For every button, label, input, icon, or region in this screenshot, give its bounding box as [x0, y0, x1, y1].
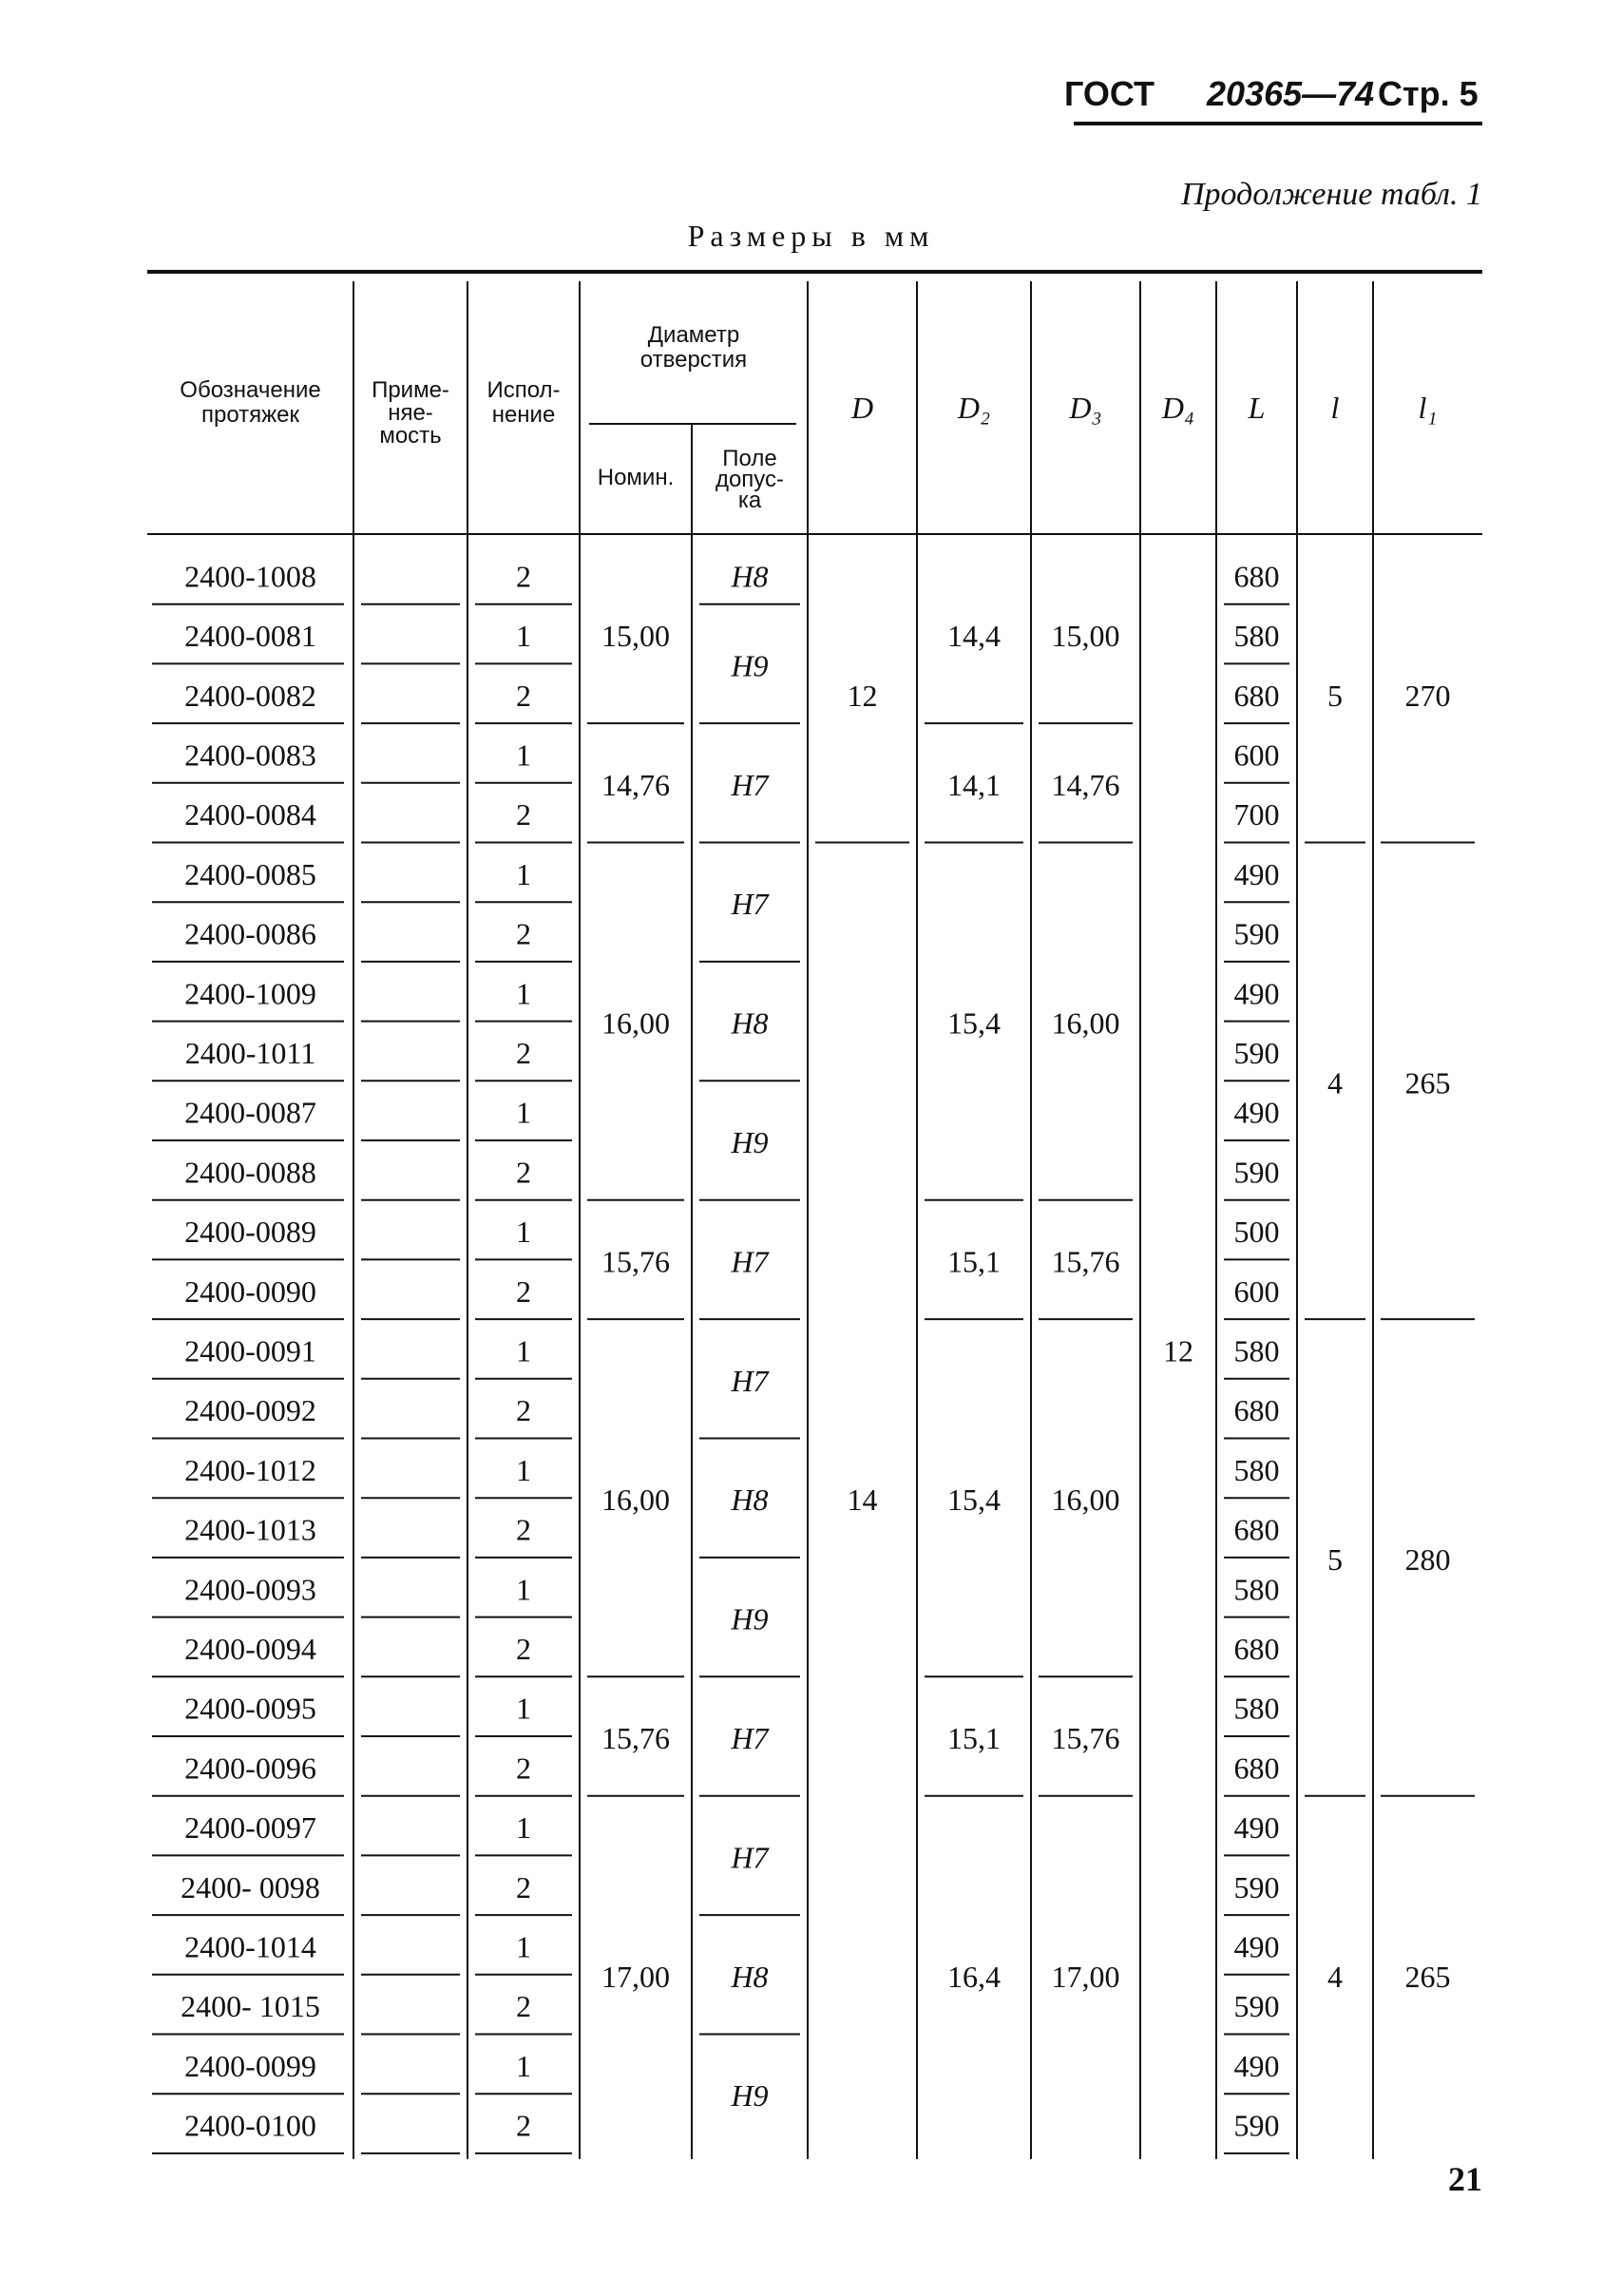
- execution-cell: 2: [516, 1273, 531, 1309]
- designation-cell: 2400-0086: [184, 916, 316, 951]
- execution-cell: 1: [516, 1333, 531, 1368]
- length-cell: 680: [1233, 1751, 1280, 1786]
- nominal-cell: 15,00: [601, 619, 670, 654]
- execution-cell: 2: [516, 1869, 531, 1904]
- tolerance-cell: H7: [731, 1840, 769, 1875]
- length-cell: 590: [1233, 1869, 1280, 1904]
- length-cell: 590: [1233, 1989, 1280, 2024]
- tolerance-cell: H7: [731, 887, 769, 922]
- tolerance-cell: H9: [731, 648, 769, 683]
- header-d2: D₂: [957, 391, 991, 425]
- length-cell: 600: [1233, 737, 1280, 773]
- tolerance-cell: H8: [731, 559, 769, 594]
- header-d3: D₃: [1069, 391, 1102, 425]
- length-cell: 500: [1233, 1215, 1280, 1250]
- nominal-cell: 15,76: [601, 1721, 670, 1755]
- d3-cell: 15,76: [1051, 1244, 1120, 1279]
- execution-cell: 1: [516, 1572, 531, 1607]
- d2-cell: 15,1: [947, 1721, 1001, 1755]
- gost-label: ГОСТ: [1064, 74, 1155, 113]
- l1-cell: 265: [1404, 1065, 1451, 1100]
- designation-cell: 2400- 1015: [181, 1989, 320, 2024]
- tolerance-cell: H7: [731, 1721, 769, 1755]
- l-cell: 5: [1327, 678, 1343, 713]
- designation-cell: 2400-0085: [184, 856, 316, 891]
- designation-cell: 2400-0089: [184, 1215, 316, 1250]
- designation-cell: 2400-0097: [184, 1810, 316, 1846]
- length-cell: 490: [1233, 976, 1280, 1011]
- length-cell: 490: [1233, 1929, 1280, 1964]
- d2-cell: 14,4: [947, 619, 1001, 654]
- tolerance-cell: H9: [731, 1125, 769, 1159]
- header-l: l: [1330, 391, 1340, 425]
- header-designation: Обозначение: [180, 377, 321, 403]
- designation-cell: 2400-0094: [184, 1631, 316, 1666]
- execution-cell: 2: [516, 1751, 531, 1786]
- execution-cell: 1: [516, 856, 531, 891]
- l-cell: 4: [1327, 1959, 1343, 1994]
- tolerance-cell: H8: [731, 1005, 769, 1041]
- nominal-cell: 14,76: [601, 767, 670, 802]
- designation-cell: 2400-0081: [184, 619, 316, 654]
- designation-cell: 2400-0091: [184, 1333, 316, 1368]
- length-cell: 700: [1233, 797, 1280, 832]
- designation-cell: 2400-1008: [184, 559, 316, 594]
- d3-cell: 17,00: [1051, 1959, 1120, 1994]
- d-cell: 12: [847, 678, 878, 713]
- nominal-cell: 16,00: [601, 1005, 670, 1041]
- length-cell: 490: [1233, 2048, 1280, 2083]
- l1-cell: 280: [1404, 1541, 1451, 1577]
- nominal-cell: 17,00: [601, 1959, 670, 1994]
- length-cell: 590: [1233, 2108, 1280, 2143]
- header-hole-diameter: отверстия: [639, 347, 748, 373]
- length-cell: 580: [1233, 1452, 1280, 1487]
- execution-cell: 2: [516, 2108, 531, 2143]
- length-cell: 580: [1233, 1572, 1280, 1607]
- header-l1: l₁: [1418, 391, 1438, 425]
- d2-cell: 14,1: [947, 767, 1001, 802]
- length-cell: 600: [1233, 1273, 1280, 1309]
- nominal-cell: 15,76: [601, 1244, 670, 1279]
- d2-cell: 15,4: [947, 1005, 1001, 1041]
- header-nominal: Номин.: [597, 465, 675, 490]
- execution-cell: 1: [516, 619, 531, 654]
- header-tolerance: Поле: [722, 446, 777, 471]
- designation-cell: 2400-0087: [184, 1095, 316, 1130]
- d3-cell: 15,76: [1051, 1721, 1120, 1755]
- d3-cell: 16,00: [1051, 1005, 1120, 1041]
- length-cell: 590: [1233, 916, 1280, 951]
- d3-cell: 15,00: [1051, 619, 1120, 654]
- header-applicability: Приме-: [372, 377, 449, 403]
- header-designation: протяжек: [200, 402, 300, 428]
- header-tolerance: ка: [737, 488, 762, 513]
- designation-cell: 2400-0092: [184, 1393, 316, 1428]
- execution-cell: 1: [516, 1095, 531, 1130]
- execution-cell: 1: [516, 1691, 531, 1726]
- d-cell: 14: [847, 1483, 878, 1518]
- length-cell: 680: [1233, 1393, 1280, 1428]
- header-d4: D₄: [1161, 391, 1195, 425]
- designation-cell: 2400-0095: [184, 1691, 316, 1726]
- designation-cell: 2400-0093: [184, 1572, 316, 1607]
- header-l: L: [1248, 391, 1266, 425]
- execution-cell: 2: [516, 916, 531, 951]
- designation-cell: 2400-0088: [184, 1155, 316, 1190]
- tolerance-cell: H9: [731, 2078, 769, 2114]
- d3-cell: 14,76: [1051, 767, 1120, 802]
- execution-cell: 1: [516, 737, 531, 773]
- length-cell: 680: [1233, 1512, 1280, 1547]
- execution-cell: 2: [516, 1631, 531, 1666]
- d2-cell: 15,4: [947, 1483, 1001, 1518]
- length-cell: 590: [1233, 1035, 1280, 1070]
- tolerance-cell: H8: [731, 1483, 769, 1518]
- execution-cell: 1: [516, 1452, 531, 1487]
- tolerance-cell: H9: [731, 1601, 769, 1636]
- header-applicability: няе-: [388, 400, 433, 426]
- designation-cell: 2400-0082: [184, 678, 316, 713]
- designation-cell: 2400-0084: [184, 797, 316, 832]
- designation-cell: 2400-1009: [184, 976, 316, 1011]
- execution-cell: 1: [516, 1810, 531, 1846]
- table-continuation-note: Продолжение табл. 1: [1180, 177, 1482, 212]
- execution-cell: 2: [516, 1035, 531, 1070]
- execution-cell: 2: [516, 1155, 531, 1190]
- length-cell: 490: [1233, 856, 1280, 891]
- d4-cell: 12: [1163, 1333, 1193, 1368]
- d2-cell: 16,4: [947, 1959, 1001, 1994]
- l-cell: 5: [1327, 1541, 1343, 1577]
- length-cell: 580: [1233, 1691, 1280, 1726]
- designation-cell: 2400-0099: [184, 2048, 316, 2083]
- designation-cell: 2400-1014: [184, 1929, 316, 1964]
- page-number: 21: [1448, 2160, 1482, 2198]
- execution-cell: 2: [516, 559, 531, 594]
- header-tolerance: допус-: [715, 467, 785, 492]
- tolerance-cell: H7: [731, 1363, 769, 1398]
- execution-cell: 2: [516, 797, 531, 832]
- execution-cell: 1: [516, 1215, 531, 1250]
- page-label: Стр. 5: [1378, 74, 1479, 113]
- length-cell: 680: [1233, 559, 1280, 594]
- execution-cell: 1: [516, 976, 531, 1011]
- l1-cell: 270: [1404, 678, 1451, 713]
- header-execution: нение: [491, 402, 556, 428]
- designation-cell: 2400-1013: [184, 1512, 316, 1547]
- execution-cell: 2: [516, 1989, 531, 2024]
- length-cell: 590: [1233, 1155, 1280, 1190]
- tolerance-cell: H7: [731, 767, 769, 802]
- execution-cell: 2: [516, 1512, 531, 1547]
- length-cell: 490: [1233, 1810, 1280, 1846]
- designation-cell: 2400-1011: [184, 1035, 316, 1070]
- standard-number: 20365—74: [1207, 74, 1375, 113]
- l1-cell: 265: [1404, 1959, 1451, 1994]
- length-cell: 680: [1233, 678, 1280, 713]
- length-cell: 680: [1233, 1631, 1280, 1666]
- nominal-cell: 16,00: [601, 1483, 670, 1518]
- designation-cell: 2400-1012: [184, 1452, 316, 1487]
- l-cell: 4: [1327, 1065, 1343, 1100]
- length-cell: 580: [1233, 619, 1280, 654]
- designation-cell: 2400-0083: [184, 737, 316, 773]
- length-cell: 580: [1233, 1333, 1280, 1368]
- units-note: Размеры в мм: [687, 219, 935, 253]
- d2-cell: 15,1: [947, 1244, 1001, 1279]
- header-applicability: мость: [379, 423, 442, 449]
- execution-cell: 2: [516, 678, 531, 713]
- tolerance-cell: H7: [731, 1244, 769, 1279]
- designation-cell: 2400-0090: [184, 1273, 316, 1309]
- header-d: D: [850, 391, 874, 425]
- designation-cell: 2400-0100: [184, 2108, 316, 2143]
- designation-cell: 2400-0096: [184, 1751, 316, 1786]
- header-execution: Испол-: [487, 377, 561, 403]
- execution-cell: 2: [516, 1393, 531, 1428]
- execution-cell: 1: [516, 2048, 531, 2083]
- designation-cell: 2400- 0098: [181, 1869, 320, 1904]
- length-cell: 490: [1233, 1095, 1280, 1130]
- header-hole-diameter: Диаметр: [647, 322, 740, 348]
- d3-cell: 16,00: [1051, 1483, 1120, 1518]
- execution-cell: 1: [516, 1929, 531, 1964]
- tolerance-cell: H8: [731, 1959, 769, 1994]
